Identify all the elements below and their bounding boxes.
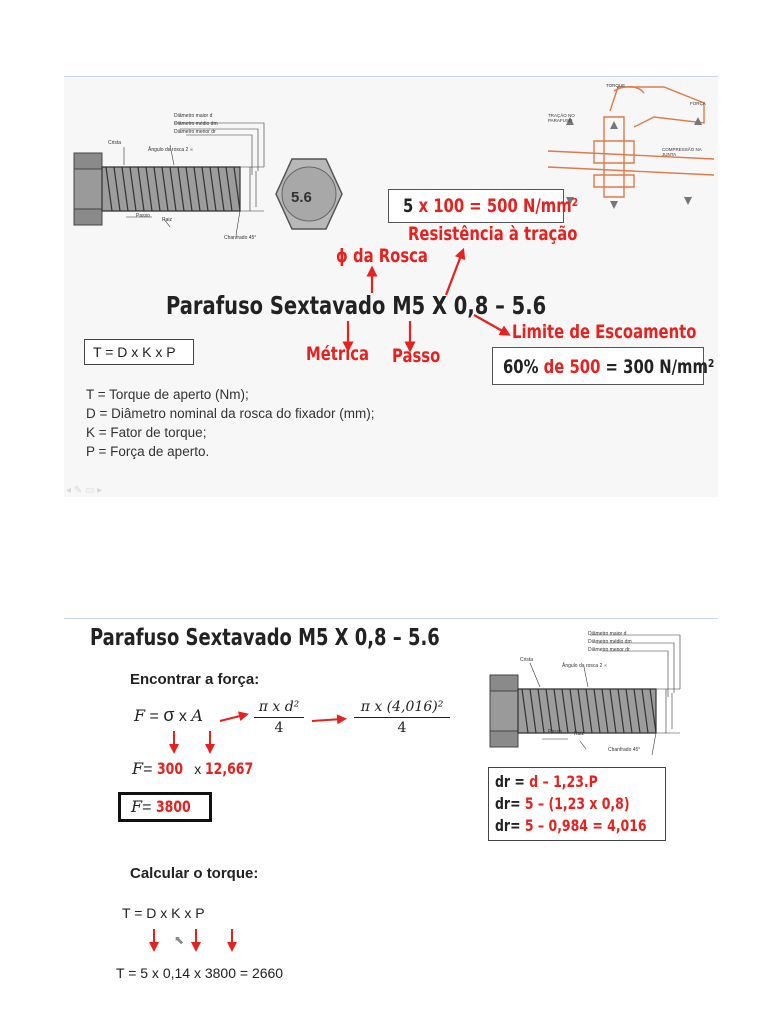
label-root-2: Raiz [574,731,585,737]
area-numerator-2: π x (4,016)² [360,699,444,715]
label-minor-diameter: Diâmetro menor dr [174,129,216,135]
equals-sign: = [145,708,164,725]
metric-label: Métrica [306,343,370,365]
stress-value: 300 [156,759,183,778]
force-values [132,759,267,779]
label-pitch-2: Passo [548,729,562,735]
label-force: FORÇA [690,101,706,106]
yield-percent: 60% [503,356,539,378]
definition-force: P = Força de aperto. [86,444,210,459]
root-line-3-lhs: dr= [495,816,525,835]
label-chamfer: Chanfrado 45° [224,235,257,241]
tensile-strength-label: Resistência à tração [408,223,578,245]
force-symbol-3: F [131,797,143,816]
times-sign-2: x [190,761,206,777]
sigma-symbol: σ [163,705,175,725]
mouse-cursor-icon: ⬉ [174,933,185,947]
label-traction: TRAÇÃO NO PARAFUSO [548,113,575,123]
yield-mid: de 500 [538,356,606,378]
root-diameter-box [488,767,666,841]
bolt-spec-title: Parafuso Sextavado M5 X 0,8 – 5.6 [166,291,547,320]
label-compression: COMPRESSÃO NA JUNTA [662,147,702,157]
root-line-2-rhs: 5 – (1,23 x 0,8) [524,794,630,813]
label-chamfer-2: Chanfrado 45° [608,747,641,753]
root-line-3-rhs: 5 – 0,984 = 4,016 [524,816,647,835]
yield-strength-box [492,347,715,385]
area-symbol: A [191,706,203,725]
area-value: 12,667 [205,759,254,778]
yield-result: = 300 N/mm² [605,356,715,378]
force-result-value: 3800 [155,797,191,816]
label-pitch-diameter: Diâmetro médio dm [174,121,218,127]
yield-limit-label: Limite de Escoamento [512,321,697,343]
slide-toolbar-faint: ◂ ✎ ▭ ▸ [66,485,103,496]
root-line-1-rhs: d – 1,23.P [529,772,598,791]
label-root: Raiz [162,217,173,223]
force-result-box [118,792,212,822]
thread-diameter-label: ϕ da Rosca [336,245,428,267]
equals-sign-3: = [142,799,156,816]
hex-head-grade: 5.6 [291,189,312,206]
label-major-diameter: Diâmetro maior d [174,113,213,119]
area-denominator-2: 4 [354,717,450,736]
label-thread-angle-2: Ângulo da rosca 2 ∝ [562,663,608,669]
torque-formula-box [84,339,194,365]
definition-torque: T = Torque de aperto (Nm); [86,387,249,402]
equals-sign-2: = [143,761,157,778]
slide-2 [64,618,718,1025]
label-torque: TORQUE [606,83,626,88]
torque-formula-2: T = D x K x P [122,905,205,921]
force-symbol: F [134,706,146,725]
strength-factor: 5 [403,195,414,217]
label-pitch-small: Passo [136,213,150,219]
area-numerator-1: π x d² [258,699,300,715]
torque-formula: T = D x K x P [93,344,176,360]
label-thread-angle: Ângulo da rosca 2 ∝ [148,147,194,153]
definitions-list [86,385,374,461]
times-sign: x [174,708,192,725]
root-line-1-lhs: dr = [495,772,530,791]
torque-heading: Calcular o torque: [130,865,259,882]
definition-diameter: D = Diâmetro nominal da rosca do fixador (mm); [86,406,375,421]
pitch-label: Passo [392,345,441,367]
definition-k-factor: K = Fator de torque; [86,425,207,440]
find-force-heading: Encontrar a força: [130,671,260,688]
strength-value: x 100 = 500 N/mm² [413,195,579,217]
force-symbol-2: F [132,759,144,778]
label-crest-2: Crista [520,657,534,663]
slide-1 [64,76,718,497]
label-minor-diameter-2: Diâmetro menor dr [588,647,630,653]
label-pitch-diameter-2: Diâmetro médio dm [588,639,632,645]
label-major-diameter-2: Diâmetro maior d [588,631,627,637]
torque-result: T = 5 x 0,14 x 3800 = 2660 [116,965,284,981]
label-crest: Crista [108,140,122,146]
area-denominator-1: 4 [254,717,304,736]
slide2-title: Parafuso Sextavado M5 X 0,8 – 5.6 [90,625,440,651]
root-line-2-lhs: dr= [495,794,525,813]
